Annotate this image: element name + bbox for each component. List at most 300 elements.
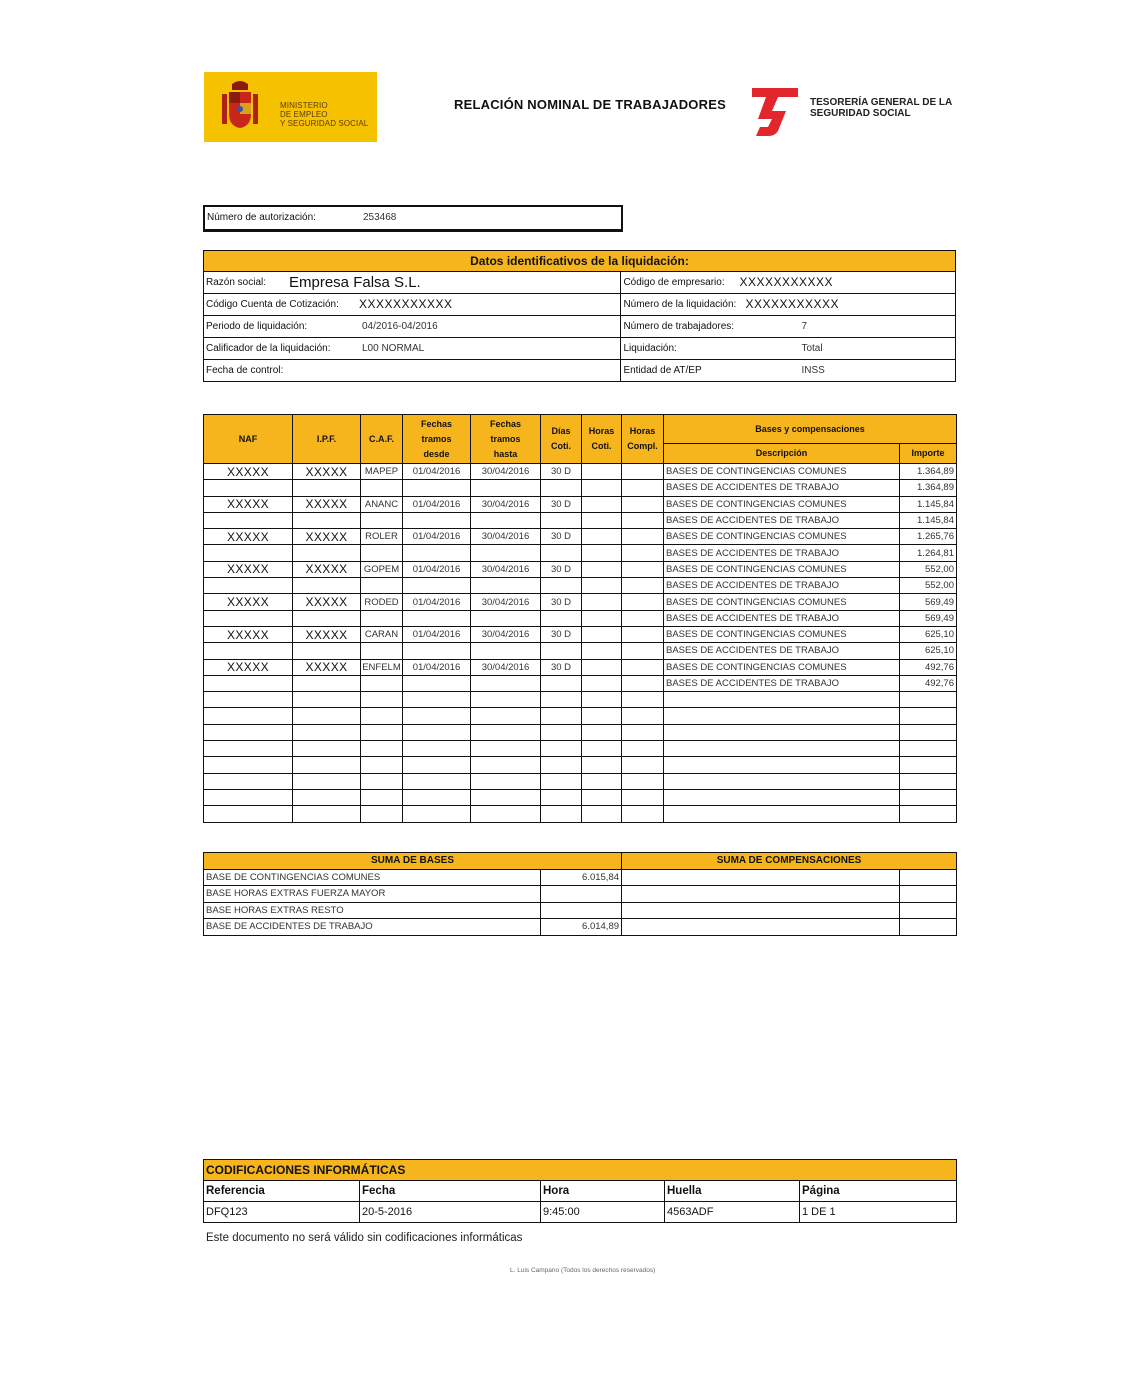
cell-desde: 01/04/2016: [403, 626, 471, 642]
ccc-cell: Código Cuenta de Cotización: XXXXXXXXXXX: [204, 294, 621, 316]
sums-table: [203, 852, 957, 936]
comp-label: [622, 886, 900, 903]
cell-imp: 1.145,84: [900, 496, 957, 512]
cell-naf: [204, 675, 293, 691]
cell-dias: [541, 610, 582, 626]
cell-desc: BASES DE CONTINGENCIAS COMUNES: [664, 659, 900, 675]
periodo-cell: Periodo de liquidación: 04/2016-04/2016: [204, 316, 621, 338]
cell-desde: [403, 610, 471, 626]
cell-horas: [622, 675, 664, 691]
cell-hasta: [471, 692, 541, 708]
table-row: [204, 561, 957, 577]
cell-desde: [403, 741, 471, 757]
cell-dias: [541, 806, 582, 822]
cell-horas: [582, 496, 622, 512]
cell-desde: [403, 643, 471, 659]
table-row: [204, 708, 957, 724]
cell-horas: [582, 675, 622, 691]
sum-value: [541, 886, 622, 903]
cell-dias: 30 D: [541, 561, 582, 577]
cell-naf: XXXXX: [204, 561, 293, 577]
cell-imp: [900, 789, 957, 805]
cell-hasta: 30/04/2016: [471, 659, 541, 675]
cell-hasta: [471, 724, 541, 740]
cell-caf: [361, 578, 403, 594]
validity-note: Este documento no será válido sin codificaciones informáticas: [206, 1232, 523, 1244]
cell-imp: 492,76: [900, 659, 957, 675]
cell-ipf: [293, 741, 361, 757]
cell-desde: [403, 773, 471, 789]
cell-horas: [622, 594, 664, 610]
cell-hasta: [471, 610, 541, 626]
header-naf: NAF: [204, 415, 293, 464]
table-row: [204, 806, 957, 822]
cell-horas: [582, 757, 622, 773]
cell-dias: 30 D: [541, 659, 582, 675]
sum-row: [204, 869, 957, 886]
cell-dias: [541, 724, 582, 740]
sum-label: BASE DE CONTINGENCIAS COMUNES: [204, 869, 541, 886]
header-hasta: Fechas tramos hasta: [471, 415, 541, 464]
cell-caf: [361, 545, 403, 561]
header-ipf: I.P.F.: [293, 415, 361, 464]
cell-ipf: XXXXX: [293, 626, 361, 642]
cell-desde: [403, 480, 471, 496]
entidad-value: INSS: [801, 365, 825, 376]
cell-dias: 30 D: [541, 594, 582, 610]
comp-value: [900, 886, 957, 903]
cell-caf: ANANC: [361, 496, 403, 512]
cell-horas: [582, 480, 622, 496]
cell-naf: XXXXX: [204, 594, 293, 610]
header-horas-compl: Horas Compl.: [622, 415, 664, 464]
comp-label: [622, 919, 900, 936]
cell-naf: [204, 789, 293, 805]
cell-horas: [582, 610, 622, 626]
document-title: RELACIÓN NOMINAL DE TRABAJADORES: [454, 97, 726, 112]
cell-horas: [622, 545, 664, 561]
cell-naf: [204, 480, 293, 496]
cell-horas: [622, 692, 664, 708]
table-row: [204, 692, 957, 708]
sum-row: [204, 919, 957, 936]
cell-imp: [900, 773, 957, 789]
table-row: [204, 512, 957, 528]
sum-label: BASE HORAS EXTRAS RESTO: [204, 902, 541, 919]
cell-horas: [622, 610, 664, 626]
table-row: [204, 496, 957, 512]
cell-dias: 30 D: [541, 529, 582, 545]
cell-desde: 01/04/2016: [403, 496, 471, 512]
numero-liquidacion-value: XXXXXXXXXXX: [745, 297, 839, 311]
cell-imp: 1.364,89: [900, 464, 957, 480]
cell-desde: [403, 724, 471, 740]
cell-hasta: 30/04/2016: [471, 594, 541, 610]
cell-desde: 01/04/2016: [403, 561, 471, 577]
cell-horas: [622, 741, 664, 757]
col-hora: Hora: [541, 1181, 665, 1202]
cell-hasta: [471, 480, 541, 496]
cell-dias: [541, 773, 582, 789]
sum-row: [204, 886, 957, 903]
cell-naf: [204, 773, 293, 789]
razon-social-value: Empresa Falsa S.L.: [289, 274, 421, 291]
header-caf: C.A.F.: [361, 415, 403, 464]
table-row: [204, 545, 957, 561]
ministry-logo: [204, 72, 377, 142]
table-row: [204, 464, 957, 480]
tgss-text: TESORERÍA GENERAL DE LA SEGURIDAD SOCIAL: [810, 97, 953, 119]
cell-naf: [204, 512, 293, 528]
comp-label: [622, 869, 900, 886]
entidad-cell: Entidad de AT/EP INSS: [621, 360, 956, 382]
cell-desc: [664, 692, 900, 708]
cell-caf: GOPEM: [361, 561, 403, 577]
val-referencia: DFQ123: [204, 1202, 360, 1223]
cell-desc: BASES DE CONTINGENCIAS COMUNES: [664, 594, 900, 610]
cell-hasta: [471, 512, 541, 528]
cell-dias: [541, 578, 582, 594]
cell-naf: [204, 708, 293, 724]
cell-desde: 01/04/2016: [403, 659, 471, 675]
cell-desc: BASES DE ACCIDENTES DE TRABAJO: [664, 643, 900, 659]
cell-hasta: [471, 757, 541, 773]
cell-caf: ENFELM: [361, 659, 403, 675]
cell-horas: [582, 741, 622, 757]
liquidacion-value: Total: [801, 343, 823, 354]
val-hora: 9:45:00: [541, 1202, 665, 1223]
cell-dias: [541, 692, 582, 708]
cell-desc: [664, 806, 900, 822]
suma-compensaciones-title: SUMA DE COMPENSACIONES: [622, 853, 957, 870]
codigo-empresario-value: XXXXXXXXXXX: [739, 275, 833, 289]
cell-imp: 625,10: [900, 626, 957, 642]
cell-ipf: [293, 578, 361, 594]
table-row: [204, 480, 957, 496]
cell-naf: [204, 578, 293, 594]
table-row: [204, 675, 957, 691]
cell-horas: [622, 789, 664, 805]
table-row: [204, 773, 957, 789]
cell-dias: 30 D: [541, 464, 582, 480]
cell-naf: [204, 741, 293, 757]
cell-ipf: XXXXX: [293, 529, 361, 545]
ccc-value: XXXXXXXXXXX: [359, 297, 453, 311]
comp-value: [900, 869, 957, 886]
cell-imp: 625,10: [900, 643, 957, 659]
col-pagina: Página: [800, 1181, 957, 1202]
workers-table: [203, 414, 957, 823]
cell-imp: 1.145,84: [900, 512, 957, 528]
cell-hasta: [471, 806, 541, 822]
cell-horas: [622, 529, 664, 545]
cell-imp: 552,00: [900, 561, 957, 577]
cell-desde: 01/04/2016: [403, 529, 471, 545]
header-desde: Fechas tramos desde: [403, 415, 471, 464]
cell-horas: [622, 578, 664, 594]
cell-horas: [622, 643, 664, 659]
cell-desde: [403, 545, 471, 561]
sum-value: 6.014,89: [541, 919, 622, 936]
codificaciones-title: CODIFICACIONES INFORMÁTICAS: [204, 1160, 957, 1181]
cell-dias: [541, 741, 582, 757]
cell-imp: 569,49: [900, 594, 957, 610]
cell-hasta: [471, 773, 541, 789]
cell-horas: [582, 626, 622, 642]
cell-hasta: 30/04/2016: [471, 464, 541, 480]
cell-desc: BASES DE CONTINGENCIAS COMUNES: [664, 626, 900, 642]
cell-dias: [541, 545, 582, 561]
cell-horas: [622, 561, 664, 577]
cell-horas: [622, 464, 664, 480]
cell-desc: BASES DE CONTINGENCIAS COMUNES: [664, 529, 900, 545]
cell-desc: [664, 757, 900, 773]
cell-caf: RODED: [361, 594, 403, 610]
cell-horas: [582, 789, 622, 805]
cell-horas: [582, 806, 622, 822]
cell-ipf: [293, 643, 361, 659]
cell-caf: [361, 480, 403, 496]
numero-liquidacion-cell: Número de la liquidación: XXXXXXXXXXX: [621, 294, 956, 316]
cell-dias: [541, 757, 582, 773]
cell-hasta: [471, 545, 541, 561]
cell-naf: [204, 692, 293, 708]
razon-social-cell: Razón social: Empresa Falsa S.L.: [204, 272, 621, 294]
col-huella: Huella: [665, 1181, 800, 1202]
cell-naf: XXXXX: [204, 659, 293, 675]
cell-caf: [361, 724, 403, 740]
cell-hasta: [471, 789, 541, 805]
comp-value: [900, 919, 957, 936]
cell-desc: [664, 708, 900, 724]
cell-hasta: [471, 741, 541, 757]
cell-ipf: [293, 708, 361, 724]
cell-hasta: 30/04/2016: [471, 561, 541, 577]
cell-imp: [900, 708, 957, 724]
val-huella: 4563ADF: [665, 1202, 800, 1223]
cell-naf: XXXXX: [204, 496, 293, 512]
cell-imp: [900, 692, 957, 708]
cell-naf: XXXXX: [204, 464, 293, 480]
cell-horas: [622, 496, 664, 512]
cell-desc: BASES DE ACCIDENTES DE TRABAJO: [664, 675, 900, 691]
col-referencia: Referencia: [204, 1181, 360, 1202]
suma-bases-title: SUMA DE BASES: [204, 853, 622, 870]
cell-caf: [361, 610, 403, 626]
header-dias: Días Coti.: [541, 415, 582, 464]
num-trabajadores-value: 7: [801, 321, 807, 332]
coat-of-arms-icon: [218, 80, 262, 134]
cell-desc: [664, 773, 900, 789]
cell-desde: [403, 692, 471, 708]
sum-label: BASE DE ACCIDENTES DE TRABAJO: [204, 919, 541, 936]
calificador-value: L00 NORMAL: [362, 343, 425, 354]
cell-desc: BASES DE ACCIDENTES DE TRABAJO: [664, 578, 900, 594]
table-row: [204, 578, 957, 594]
cell-caf: MAPEP: [361, 464, 403, 480]
cell-ipf: [293, 512, 361, 528]
cell-ipf: [293, 773, 361, 789]
cell-desde: 01/04/2016: [403, 594, 471, 610]
cell-desde: [403, 708, 471, 724]
cell-horas: [582, 561, 622, 577]
table-row: [204, 741, 957, 757]
liquidacion-cell: Liquidación: Total: [621, 338, 956, 360]
cell-dias: [541, 643, 582, 659]
cell-desc: BASES DE CONTINGENCIAS COMUNES: [664, 496, 900, 512]
cell-naf: [204, 806, 293, 822]
cell-horas: [582, 464, 622, 480]
cell-horas: [582, 659, 622, 675]
cell-imp: 1.264,81: [900, 545, 957, 561]
cell-hasta: 30/04/2016: [471, 626, 541, 642]
authorization-label: Número de autorización:: [207, 212, 316, 223]
cell-desc: BASES DE CONTINGENCIAS COMUNES: [664, 464, 900, 480]
cell-horas: [582, 708, 622, 724]
cell-naf: XXXXX: [204, 626, 293, 642]
cell-desc: BASES DE CONTINGENCIAS COMUNES: [664, 561, 900, 577]
fecha-control-cell: Fecha de control:: [204, 360, 621, 382]
cell-ipf: XXXXX: [293, 464, 361, 480]
cell-horas: [622, 480, 664, 496]
cell-horas: [582, 578, 622, 594]
calificador-cell: Calificador de la liquidación: L00 NORMAL: [204, 338, 621, 360]
cell-desc: BASES DE ACCIDENTES DE TRABAJO: [664, 480, 900, 496]
cell-dias: 30 D: [541, 626, 582, 642]
header-bases: Bases y compensaciones: [664, 415, 957, 444]
cell-dias: [541, 789, 582, 805]
cell-hasta: [471, 578, 541, 594]
cell-desc: BASES DE ACCIDENTES DE TRABAJO: [664, 545, 900, 561]
cell-horas: [582, 594, 622, 610]
comp-value: [900, 902, 957, 919]
codificaciones-table: [203, 1159, 957, 1223]
table-row: [204, 724, 957, 740]
cell-horas: [582, 643, 622, 659]
codigo-empresario-cell: Código de empresario: XXXXXXXXXXX: [621, 272, 956, 294]
cell-horas: [622, 806, 664, 822]
val-pagina: 1 DE 1: [800, 1202, 957, 1223]
cell-imp: [900, 724, 957, 740]
cell-dias: [541, 512, 582, 528]
cell-dias: [541, 675, 582, 691]
cell-ipf: [293, 480, 361, 496]
cell-caf: CARAN: [361, 626, 403, 642]
sum-row: [204, 902, 957, 919]
cell-imp: [900, 806, 957, 822]
table-row: [204, 789, 957, 805]
authorization-box: [203, 205, 623, 232]
cell-ipf: [293, 789, 361, 805]
cell-horas: [622, 659, 664, 675]
cell-horas: [622, 724, 664, 740]
cell-ipf: [293, 675, 361, 691]
cell-hasta: 30/04/2016: [471, 496, 541, 512]
cell-naf: [204, 757, 293, 773]
cell-horas: [582, 773, 622, 789]
cell-horas: [622, 626, 664, 642]
sum-label: BASE HORAS EXTRAS FUERZA MAYOR: [204, 886, 541, 903]
cell-dias: [541, 708, 582, 724]
cell-ipf: [293, 757, 361, 773]
table-row: [204, 610, 957, 626]
cell-desde: [403, 789, 471, 805]
periodo-value: 04/2016-04/2016: [362, 321, 438, 332]
cell-desc: [664, 741, 900, 757]
table-row: [204, 659, 957, 675]
cell-dias: [541, 480, 582, 496]
cell-ipf: XXXXX: [293, 659, 361, 675]
table-row: [204, 529, 957, 545]
cell-desc: BASES DE ACCIDENTES DE TRABAJO: [664, 610, 900, 626]
cell-caf: [361, 675, 403, 691]
cell-desde: [403, 757, 471, 773]
cell-caf: ROLER: [361, 529, 403, 545]
copyright-text: L. Luis Campano (Todos los derechos reservados): [510, 1267, 656, 1274]
cell-desde: [403, 512, 471, 528]
cell-naf: [204, 610, 293, 626]
header-importe: Importe: [900, 444, 957, 464]
cell-horas: [582, 529, 622, 545]
table-row: [204, 594, 957, 610]
cell-hasta: [471, 675, 541, 691]
cell-imp: [900, 757, 957, 773]
cell-ipf: [293, 724, 361, 740]
cell-imp: 492,76: [900, 675, 957, 691]
cell-caf: [361, 789, 403, 805]
table-row: [204, 626, 957, 642]
cell-horas: [582, 692, 622, 708]
val-fecha: 20-5-2016: [360, 1202, 541, 1223]
sum-value: 6.015,84: [541, 869, 622, 886]
header-horas-coti: Horas Coti.: [582, 415, 622, 464]
cell-desde: 01/04/2016: [403, 464, 471, 480]
cell-desde: [403, 578, 471, 594]
cell-horas: [622, 708, 664, 724]
cell-ipf: XXXXX: [293, 594, 361, 610]
cell-ipf: XXXXX: [293, 561, 361, 577]
cell-horas: [622, 757, 664, 773]
cell-ipf: [293, 545, 361, 561]
col-fecha: Fecha: [360, 1181, 541, 1202]
table-row: [204, 643, 957, 659]
num-trabajadores-cell: Número de trabajadores: 7: [621, 316, 956, 338]
liquidation-data-table: [203, 250, 956, 382]
sum-value: [541, 902, 622, 919]
tgss-logo-icon: [750, 84, 800, 136]
cell-desde: [403, 675, 471, 691]
cell-imp: 552,00: [900, 578, 957, 594]
cell-desc: [664, 724, 900, 740]
liquidation-title: Datos identificativos de la liquidación:: [204, 251, 956, 272]
cell-naf: [204, 724, 293, 740]
cell-hasta: [471, 643, 541, 659]
cell-hasta: [471, 708, 541, 724]
cell-horas: [582, 545, 622, 561]
cell-imp: 1.364,89: [900, 480, 957, 496]
cell-horas: [622, 773, 664, 789]
cell-desc: [664, 789, 900, 805]
cell-hasta: 30/04/2016: [471, 529, 541, 545]
comp-label: [622, 902, 900, 919]
cell-caf: [361, 757, 403, 773]
cell-caf: [361, 643, 403, 659]
cell-horas: [582, 512, 622, 528]
table-row: [204, 757, 957, 773]
cell-naf: XXXXX: [204, 529, 293, 545]
cell-imp: [900, 741, 957, 757]
cell-naf: [204, 643, 293, 659]
